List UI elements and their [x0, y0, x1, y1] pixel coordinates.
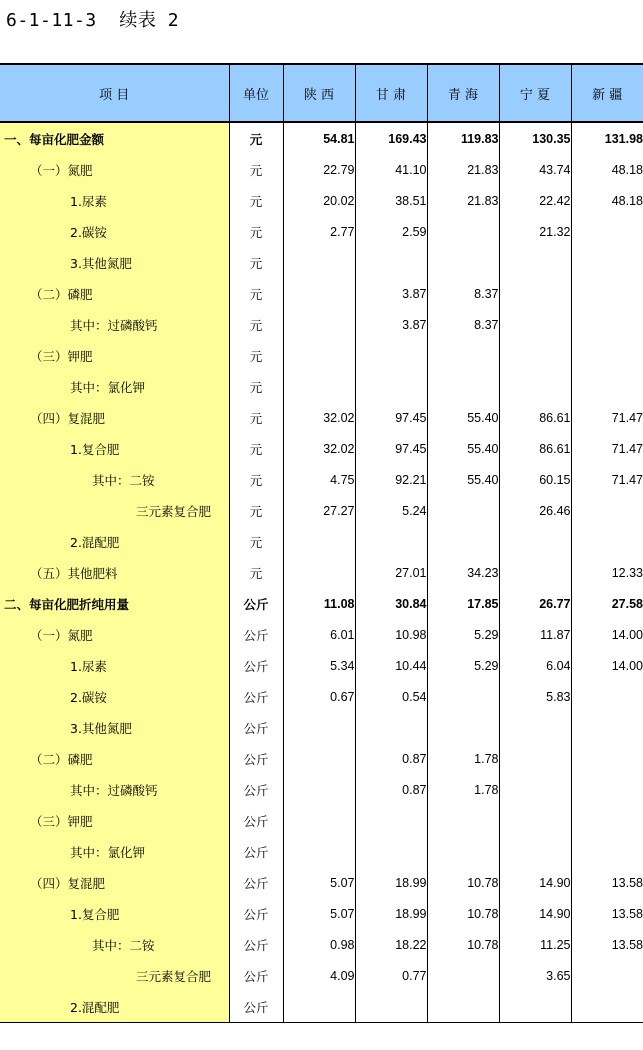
row-item-label: （五）其他肥料	[0, 557, 229, 588]
cell-shaanxi: 5.34	[283, 650, 355, 681]
cell-ningxia: 26.77	[499, 588, 571, 619]
cell-gansu: 30.84	[355, 588, 427, 619]
cell-ningxia	[499, 743, 571, 774]
header-ningxia: 宁 夏	[499, 64, 571, 122]
row-unit: 公斤	[229, 805, 283, 836]
row-unit: 公斤	[229, 991, 283, 1023]
row-item-label: 3.其他氮肥	[0, 247, 229, 278]
cell-shaanxi: 6.01	[283, 619, 355, 650]
cell-qinghai	[427, 216, 499, 247]
cell-shaanxi: 5.07	[283, 867, 355, 898]
row-unit: 元	[229, 340, 283, 371]
cell-xinjiang	[571, 526, 643, 557]
cell-qinghai: 119.83	[427, 122, 499, 154]
cell-qinghai	[427, 681, 499, 712]
row-unit: 元	[229, 216, 283, 247]
row-item-label: 二、每亩化肥折纯用量	[0, 588, 229, 619]
cell-shaanxi: 54.81	[283, 122, 355, 154]
row-unit: 元	[229, 278, 283, 309]
row-unit: 公斤	[229, 650, 283, 681]
cell-gansu: 10.44	[355, 650, 427, 681]
row-item-label: 1.复合肥	[0, 433, 229, 464]
cell-ningxia: 6.04	[499, 650, 571, 681]
row-unit: 元	[229, 154, 283, 185]
cell-ningxia: 14.90	[499, 898, 571, 929]
cell-shaanxi: 5.07	[283, 898, 355, 929]
cell-xinjiang	[571, 340, 643, 371]
cell-shaanxi	[283, 557, 355, 588]
cell-shaanxi: 0.67	[283, 681, 355, 712]
cell-ningxia: 5.83	[499, 681, 571, 712]
cell-shaanxi	[283, 309, 355, 340]
cell-ningxia: 43.74	[499, 154, 571, 185]
cell-gansu: 18.99	[355, 867, 427, 898]
cell-xinjiang: 71.47	[571, 464, 643, 495]
table-row	[0, 805, 643, 836]
cell-shaanxi	[283, 805, 355, 836]
cell-xinjiang: 12.33	[571, 557, 643, 588]
cell-xinjiang: 13.58	[571, 867, 643, 898]
cell-ningxia	[499, 836, 571, 867]
cell-shaanxi: 4.09	[283, 960, 355, 991]
row-unit: 公斤	[229, 774, 283, 805]
row-unit: 元	[229, 557, 283, 588]
cell-ningxia	[499, 278, 571, 309]
row-item-label: 其中：过磷酸钙	[0, 309, 229, 340]
cell-ningxia: 86.61	[499, 433, 571, 464]
cell-xinjiang: 48.18	[571, 154, 643, 185]
page-title: 6-1-11-3 续表 2	[6, 10, 180, 31]
row-item-label: 3.其他氮肥	[0, 712, 229, 743]
table-row	[0, 929, 643, 960]
row-unit: 公斤	[229, 743, 283, 774]
cell-ningxia	[499, 309, 571, 340]
cell-gansu: 10.98	[355, 619, 427, 650]
cell-qinghai	[427, 526, 499, 557]
row-item-label: （一）氮肥	[0, 154, 229, 185]
row-item-label: 2.碳铵	[0, 681, 229, 712]
cell-gansu: 38.51	[355, 185, 427, 216]
cell-xinjiang: 14.00	[571, 619, 643, 650]
table-row	[0, 867, 643, 898]
cell-qinghai: 5.29	[427, 650, 499, 681]
cell-shaanxi	[283, 340, 355, 371]
cell-ningxia	[499, 774, 571, 805]
cell-gansu: 92.21	[355, 464, 427, 495]
cell-gansu	[355, 340, 427, 371]
header-gansu: 甘 肃	[355, 64, 427, 122]
cell-shaanxi	[283, 991, 355, 1023]
cell-ningxia: 86.61	[499, 402, 571, 433]
cell-ningxia: 11.25	[499, 929, 571, 960]
cell-gansu	[355, 247, 427, 278]
cell-qinghai: 21.83	[427, 154, 499, 185]
cell-ningxia	[499, 526, 571, 557]
row-unit: 元	[229, 247, 283, 278]
cell-xinjiang	[571, 836, 643, 867]
cell-shaanxi	[283, 712, 355, 743]
header-shaanxi: 陕 西	[283, 64, 355, 122]
table-row	[0, 402, 643, 433]
row-item-label: 1.复合肥	[0, 898, 229, 929]
cell-shaanxi: 2.77	[283, 216, 355, 247]
cell-qinghai	[427, 836, 499, 867]
cell-ningxia	[499, 805, 571, 836]
cell-gansu: 97.45	[355, 433, 427, 464]
table-header-row	[0, 64, 643, 122]
row-unit: 元	[229, 309, 283, 340]
row-item-label: （三）钾肥	[0, 805, 229, 836]
cell-xinjiang	[571, 495, 643, 526]
row-item-label: 2.碳铵	[0, 216, 229, 247]
table-row	[0, 278, 643, 309]
row-item-label: 其中：过磷酸钙	[0, 774, 229, 805]
cell-ningxia	[499, 371, 571, 402]
cell-shaanxi: 11.08	[283, 588, 355, 619]
row-item-label: （二）磷肥	[0, 278, 229, 309]
cell-shaanxi	[283, 247, 355, 278]
cell-xinjiang	[571, 774, 643, 805]
cell-qinghai: 10.78	[427, 929, 499, 960]
cell-qinghai: 1.78	[427, 743, 499, 774]
cell-xinjiang	[571, 805, 643, 836]
row-item-label: （二）磷肥	[0, 743, 229, 774]
table-row	[0, 433, 643, 464]
row-item-label: （四）复混肥	[0, 402, 229, 433]
cell-ningxia: 60.15	[499, 464, 571, 495]
cell-qinghai: 10.78	[427, 898, 499, 929]
header-xinjiang: 新 疆	[571, 64, 643, 122]
cell-qinghai	[427, 371, 499, 402]
table-row	[0, 185, 643, 216]
cell-xinjiang	[571, 371, 643, 402]
table-row	[0, 898, 643, 929]
cell-ningxia	[499, 247, 571, 278]
cell-qinghai: 55.40	[427, 464, 499, 495]
cell-xinjiang: 48.18	[571, 185, 643, 216]
cell-ningxia	[499, 991, 571, 1023]
cell-xinjiang	[571, 743, 643, 774]
cell-qinghai: 34.23	[427, 557, 499, 588]
cell-ningxia	[499, 557, 571, 588]
cell-gansu: 0.77	[355, 960, 427, 991]
row-unit: 公斤	[229, 836, 283, 867]
cell-ningxia: 14.90	[499, 867, 571, 898]
table-row	[0, 960, 643, 991]
cell-gansu	[355, 712, 427, 743]
table-row	[0, 309, 643, 340]
cell-ningxia	[499, 712, 571, 743]
cell-gansu: 97.45	[355, 402, 427, 433]
row-unit: 元	[229, 122, 283, 154]
row-item-label: （三）钾肥	[0, 340, 229, 371]
table-row	[0, 650, 643, 681]
table-row	[0, 774, 643, 805]
cell-ningxia: 26.46	[499, 495, 571, 526]
row-unit: 公斤	[229, 588, 283, 619]
cell-qinghai: 8.37	[427, 278, 499, 309]
cell-shaanxi: 20.02	[283, 185, 355, 216]
cell-xinjiang: 27.58	[571, 588, 643, 619]
cell-shaanxi	[283, 371, 355, 402]
row-item-label: 2.混配肥	[0, 526, 229, 557]
cell-gansu: 3.87	[355, 309, 427, 340]
cell-shaanxi	[283, 743, 355, 774]
cell-shaanxi: 32.02	[283, 402, 355, 433]
row-item-label: 三元素复合肥	[0, 495, 229, 526]
cell-gansu	[355, 805, 427, 836]
row-unit: 公斤	[229, 681, 283, 712]
table-row	[0, 340, 643, 371]
cell-ningxia: 130.35	[499, 122, 571, 154]
table-row	[0, 681, 643, 712]
cell-ningxia	[499, 340, 571, 371]
row-unit: 公斤	[229, 712, 283, 743]
table-row	[0, 122, 643, 154]
cell-xinjiang: 71.47	[571, 433, 643, 464]
cell-xinjiang	[571, 216, 643, 247]
table-row	[0, 464, 643, 495]
cell-gansu: 27.01	[355, 557, 427, 588]
header-item: 项 目	[0, 64, 229, 122]
cell-qinghai	[427, 712, 499, 743]
cell-qinghai: 1.78	[427, 774, 499, 805]
row-unit: 元	[229, 433, 283, 464]
row-unit: 公斤	[229, 929, 283, 960]
cell-shaanxi	[283, 278, 355, 309]
cell-qinghai	[427, 960, 499, 991]
cell-gansu: 0.54	[355, 681, 427, 712]
row-unit: 公斤	[229, 619, 283, 650]
cell-gansu: 169.43	[355, 122, 427, 154]
table-row	[0, 526, 643, 557]
cell-ningxia: 3.65	[499, 960, 571, 991]
cell-gansu: 5.24	[355, 495, 427, 526]
table-row	[0, 712, 643, 743]
cell-shaanxi: 22.79	[283, 154, 355, 185]
row-item-label: 其中：二铵	[0, 929, 229, 960]
row-item-label: 其中：二铵	[0, 464, 229, 495]
row-unit: 元	[229, 371, 283, 402]
table-row	[0, 495, 643, 526]
cell-xinjiang	[571, 681, 643, 712]
table-row	[0, 371, 643, 402]
cell-shaanxi	[283, 836, 355, 867]
row-item-label: 三元素复合肥	[0, 960, 229, 991]
cell-qinghai: 55.40	[427, 433, 499, 464]
cell-qinghai	[427, 991, 499, 1023]
cell-xinjiang	[571, 309, 643, 340]
cell-qinghai: 17.85	[427, 588, 499, 619]
cell-xinjiang	[571, 247, 643, 278]
cell-qinghai	[427, 805, 499, 836]
cell-gansu: 2.59	[355, 216, 427, 247]
table-row	[0, 743, 643, 774]
cell-gansu: 18.99	[355, 898, 427, 929]
cell-shaanxi	[283, 526, 355, 557]
table-row	[0, 247, 643, 278]
cell-xinjiang: 13.58	[571, 929, 643, 960]
cell-gansu	[355, 371, 427, 402]
row-item-label: （一）氮肥	[0, 619, 229, 650]
cell-xinjiang	[571, 712, 643, 743]
table-row	[0, 836, 643, 867]
cell-xinjiang: 14.00	[571, 650, 643, 681]
header-qinghai: 青 海	[427, 64, 499, 122]
table-row	[0, 588, 643, 619]
cell-qinghai	[427, 247, 499, 278]
header-unit: 单位	[229, 64, 283, 122]
row-item-label: 其中：氯化钾	[0, 836, 229, 867]
table-row	[0, 619, 643, 650]
cell-shaanxi	[283, 774, 355, 805]
row-unit: 元	[229, 495, 283, 526]
row-unit: 公斤	[229, 867, 283, 898]
cell-gansu	[355, 836, 427, 867]
cell-xinjiang: 13.58	[571, 898, 643, 929]
row-item-label: 2.混配肥	[0, 991, 229, 1023]
row-item-label: 1.尿素	[0, 185, 229, 216]
cell-shaanxi: 4.75	[283, 464, 355, 495]
cell-gansu	[355, 526, 427, 557]
table-row	[0, 991, 643, 1023]
cell-gansu: 18.22	[355, 929, 427, 960]
cell-ningxia: 21.32	[499, 216, 571, 247]
row-unit: 公斤	[229, 960, 283, 991]
cell-ningxia: 22.42	[499, 185, 571, 216]
cell-qinghai: 21.83	[427, 185, 499, 216]
row-unit: 元	[229, 526, 283, 557]
row-item-label: 一、每亩化肥金额	[0, 122, 229, 154]
cell-xinjiang: 131.98	[571, 122, 643, 154]
cell-qinghai	[427, 495, 499, 526]
table-row	[0, 216, 643, 247]
row-item-label: 1.尿素	[0, 650, 229, 681]
cell-qinghai: 10.78	[427, 867, 499, 898]
cell-gansu	[355, 991, 427, 1023]
cell-shaanxi: 27.27	[283, 495, 355, 526]
row-unit: 元	[229, 402, 283, 433]
row-unit: 元	[229, 464, 283, 495]
cell-gansu: 3.87	[355, 278, 427, 309]
cell-xinjiang: 71.47	[571, 402, 643, 433]
row-unit: 公斤	[229, 898, 283, 929]
cell-xinjiang	[571, 278, 643, 309]
table-row	[0, 154, 643, 185]
cell-shaanxi: 32.02	[283, 433, 355, 464]
data-table	[0, 63, 643, 1023]
cell-gansu: 0.87	[355, 774, 427, 805]
cell-qinghai: 8.37	[427, 309, 499, 340]
table-row	[0, 557, 643, 588]
cell-qinghai: 55.40	[427, 402, 499, 433]
row-item-label: 其中：氯化钾	[0, 371, 229, 402]
cell-qinghai: 5.29	[427, 619, 499, 650]
cell-xinjiang	[571, 991, 643, 1023]
cell-xinjiang	[571, 960, 643, 991]
cell-gansu: 0.87	[355, 743, 427, 774]
cell-shaanxi: 0.98	[283, 929, 355, 960]
row-item-label: （四）复混肥	[0, 867, 229, 898]
row-unit: 元	[229, 185, 283, 216]
cell-qinghai	[427, 340, 499, 371]
cell-ningxia: 11.87	[499, 619, 571, 650]
cell-gansu: 41.10	[355, 154, 427, 185]
